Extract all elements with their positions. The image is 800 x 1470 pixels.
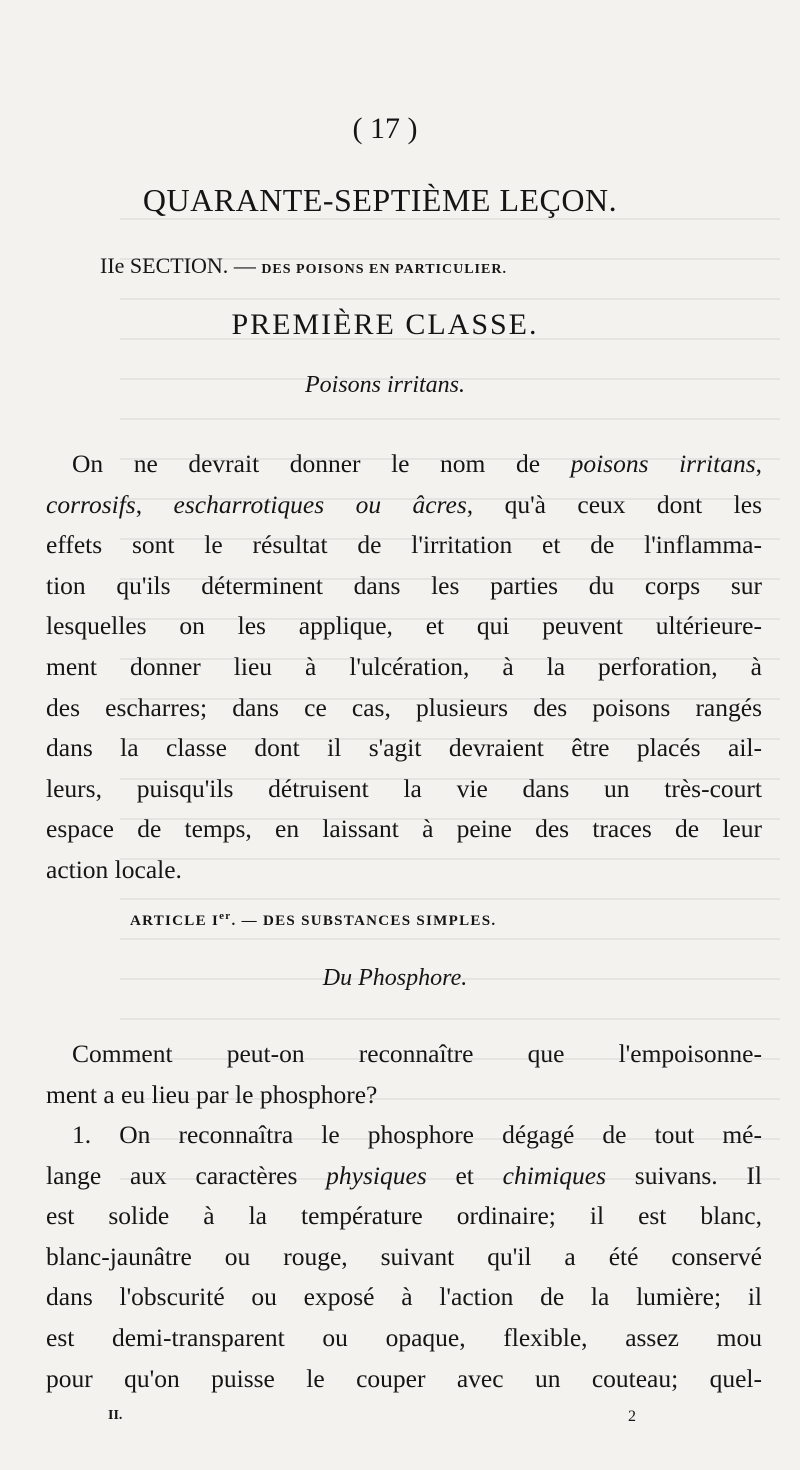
text-line: espace de temps, en laissant à peine des traces de leur — [46, 814, 762, 844]
section-heading — [100, 253, 507, 279]
signature-mark: II. — [108, 1408, 123, 1423]
text-line: des escharres; dans ce cas, plusieurs des poisons rangés — [46, 692, 762, 722]
text-line: lesquelles on les applique, et qui peuvent ultérieure- — [46, 611, 762, 641]
text-line: corrosifs, escharrotiques ou âcres, qu'à ceux dont les — [46, 489, 763, 519]
text-line: dans l'obscurité ou exposé à l'action de la lumière; il — [46, 1282, 762, 1312]
class-title: PREMIÈRE CLASSE. — [231, 308, 539, 341]
page-number: ( 17 ) — [352, 112, 418, 145]
article-subtitle: Du Phosphore. — [322, 965, 468, 991]
text-line: effets sont le résultat de l'irritation et de l'inflamma- — [46, 530, 762, 560]
text-line: lange aux caractères physiques et chimiques suivans. Il — [46, 1160, 762, 1190]
class-subtitle: Poisons irritans. — [304, 372, 466, 398]
text-line: On ne devrait donner le nom de poisons irritans, — [72, 449, 762, 478]
question-paragraph — [46, 1034, 762, 1115]
text-line: 1. On reconnaîtra le phosphore dégagé de tout mé- — [72, 1120, 762, 1149]
article-heading: ARTICLE Ier. — DES SUBSTANCES SIMPLES. — [130, 910, 497, 929]
text-line: ment donner lieu à l'ulcération, à la perforation, à — [46, 651, 762, 681]
text-line: ment a eu lieu par le phosphore? — [46, 1079, 378, 1109]
text-line: est demi-transparent ou opaque, flexible, assez mou — [46, 1322, 762, 1352]
section-topic: DES POISONS EN PARTICULIER. — [261, 262, 507, 277]
text-line: Comment peut-on reconnaître que l'empoisonne- — [72, 1039, 762, 1068]
sheet-number: 2 — [628, 1408, 636, 1425]
answer-paragraph — [46, 1115, 762, 1399]
text-line: blanc-jaunâtre ou rouge, suivant qu'il a été conservé — [46, 1241, 762, 1271]
text-line: dans la classe dont il s'agit devraient être placés ail- — [46, 733, 762, 763]
text-line: pour qu'on puisse le couper avec un couteau; quel- — [46, 1363, 762, 1393]
section-label: IIe SECTION. — [100, 253, 229, 278]
text-line: tion qu'ils déterminent dans les parties du corps sur — [46, 570, 762, 600]
text-line: action locale. — [46, 854, 182, 884]
lecture-title: QUARANTE-SEPTIÈME LEÇON. — [142, 182, 618, 218]
intro-paragraph — [46, 444, 762, 891]
section-dash: — — [233, 253, 256, 278]
text-line: leurs, puisqu'ils détruisent la vie dans un très-court — [46, 773, 762, 803]
text-line: est solide à la température ordinaire; il est blanc, — [46, 1201, 762, 1231]
